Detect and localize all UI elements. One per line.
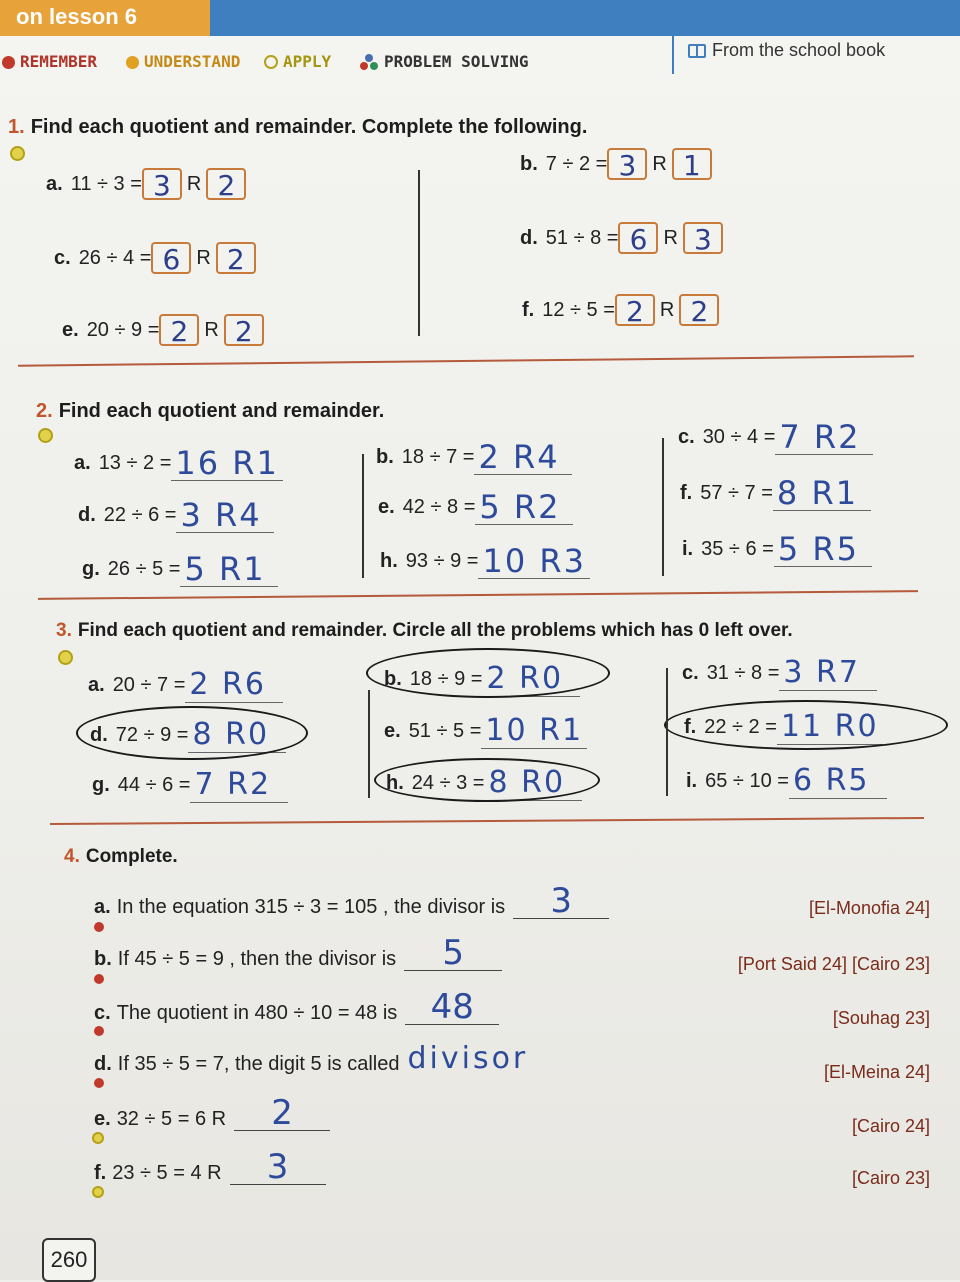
q3-item-d: d. 72 ÷ 9 = 8 R0 [90,718,286,753]
legend-remember: REMEMBER [2,50,97,74]
answer-line[interactable]: 16 R1 [171,446,282,481]
q2-item-b: b. 18 ÷ 7 = 2 R4 [376,440,572,475]
answer-line[interactable]: 7 R2 [775,420,873,455]
section-divider [50,817,924,825]
answer-line[interactable]: divisor [407,1041,529,1076]
q2-divider-1 [362,454,364,578]
q2-item-f: f. 57 ÷ 7 = 8 R1 [680,476,871,511]
remainder-box[interactable]: 3 [683,222,723,254]
source-tag: [Port Said 24] [Cairo 23] [737,954,930,974]
quotient-box[interactable]: 6 [151,242,191,274]
legend-apply: APPLY [264,50,331,74]
answer-line[interactable]: 5 R2 [475,490,573,525]
apply-dot-icon [264,55,278,69]
source-tag: [Cairo 24] [851,1116,930,1136]
remember-dot-icon [94,922,104,932]
section-divider [38,590,918,600]
q1-divider [418,170,420,336]
q4-item-b: b. If 45 ÷ 5 = 9 , then the divisor is 5 [94,936,502,971]
remainder-box[interactable]: 2 [224,314,264,346]
answer-line[interactable]: 2 R0 [482,662,580,697]
answer-line[interactable]: 48 [405,990,499,1025]
q3-item-e: e. 51 ÷ 5 = 10 R1 [384,714,587,749]
q1-item-a: a. 11 ÷ 3 = 3 R 2 [46,168,246,200]
answer-line[interactable]: 3 R4 [176,498,274,533]
answer-line[interactable]: 8 R0 [188,718,286,753]
q1-item-e: e. 20 ÷ 9 = 2 R 2 [62,314,264,346]
answer-line[interactable]: 10 R1 [481,714,587,749]
q2-item-h: h. 93 ÷ 9 = 10 R3 [380,544,590,579]
q1-level-dot-icon [10,146,25,161]
q2-item-i: i. 35 ÷ 6 = 5 R5 [682,532,872,567]
q1-item-c: c. 26 ÷ 4 = 6 R 2 [54,242,256,274]
circle-mark-d [76,706,308,760]
q1-item-d: d. 51 ÷ 8 = 6 R 3 [520,222,723,254]
q3-divider-1 [368,690,370,798]
q1-item-f: f. 12 ÷ 5 = 2 R 2 [522,294,719,326]
legend-problem-solving: PROBLEM SOLVING [360,50,529,74]
quotient-box[interactable]: 6 [618,222,658,254]
remember-dot-icon [94,1026,104,1036]
q3-item-i: i. 65 ÷ 10 = 6 R5 [686,764,887,799]
q3-item-a: a. 20 ÷ 7 = 2 R6 [88,668,283,703]
source-tag: [El-Monofia 24] [808,898,930,918]
source-tag: [El-Meina 24] [823,1062,930,1082]
q3-title: 3. Find each quotient and remainder. Circle all the problems which has 0 left over. [56,620,793,641]
quotient-box[interactable]: 3 [607,148,647,180]
q2-item-g: g. 26 ÷ 5 = 5 R1 [82,552,278,587]
answer-line[interactable]: 3 [513,884,609,919]
problem-solving-cluster-icon [360,54,378,70]
q4-item-c: c. The quotient in 480 ÷ 10 = 48 is 48 [94,990,499,1025]
answer-line[interactable]: 2 [234,1096,330,1131]
q2-item-e: e. 42 ÷ 8 = 5 R2 [378,490,573,525]
q2-divider-2 [662,438,664,576]
q2-title: 2. Find each quotient and remainder. [36,400,385,422]
answer-line[interactable]: 6 R5 [789,764,887,799]
source-tag: [Cairo 23] [851,1168,930,1188]
q3-item-g: g. 44 ÷ 6 = 7 R2 [92,768,288,803]
quotient-box[interactable]: 3 [142,168,182,200]
remainder-box[interactable]: 1 [672,148,712,180]
answer-line[interactable]: 10 R3 [478,544,589,579]
q4-title: 4. Complete. [64,846,178,867]
answer-line[interactable]: 8 R0 [484,766,582,801]
answer-line[interactable]: 5 R1 [180,552,278,587]
answer-line[interactable]: 5 R5 [774,532,872,567]
q1-item-b: b. 7 ÷ 2 = 3 R 1 [520,148,712,180]
q3-item-h: h. 24 ÷ 3 = 8 R0 [386,766,582,801]
answer-line[interactable]: 3 [230,1150,326,1185]
remember-dot-icon [94,1078,104,1088]
q2-item-d: d. 22 ÷ 6 = 3 R4 [78,498,274,533]
q3-divider-2 [666,668,668,796]
circle-mark-b [366,648,610,698]
remainder-box[interactable]: 2 [679,294,719,326]
q1-title: 1. Find each quotient and remainder. Complete the following. [8,116,588,138]
remember-dot-icon [2,56,15,69]
q4-item-f: f. 23 ÷ 5 = 4 R 3 [94,1150,326,1185]
q4-item-d: d. If 35 ÷ 5 = 7, the digit 5 is called divisor [94,1041,529,1076]
book-icon [688,44,706,58]
section-divider [18,355,914,366]
lesson-tab: on lesson 6 [0,0,210,36]
quotient-box[interactable]: 2 [159,314,199,346]
apply-dot-icon [92,1132,104,1144]
legend-understand: UNDERSTAND [126,50,240,74]
q3-item-b: b. 18 ÷ 9 = 2 R0 [384,662,580,697]
answer-line[interactable]: 11 R0 [777,710,883,745]
circle-mark-f [664,700,948,750]
q3-item-f: f. 22 ÷ 2 = 11 R0 [684,710,883,745]
answer-line[interactable]: 2 R6 [185,668,283,703]
answer-line[interactable]: 8 R1 [773,476,871,511]
answer-line[interactable]: 5 [404,936,502,971]
circle-mark-h [374,758,600,802]
school-book-label: From the school book [672,30,960,74]
remainder-box[interactable]: 2 [216,242,256,274]
answer-line[interactable]: 7 R2 [190,768,288,803]
q2-level-dot-icon [38,428,53,443]
understand-dot-icon [126,56,139,69]
page-number: 260 [42,1238,96,1282]
answer-line[interactable]: 2 R4 [474,440,572,475]
q3-level-dot-icon [58,650,73,665]
remainder-box[interactable]: 2 [206,168,246,200]
q4-item-a: a. In the equation 315 ÷ 3 = 105 , the divisor is 3 [94,884,609,919]
remember-dot-icon [94,974,104,984]
quotient-box[interactable]: 2 [615,294,655,326]
answer-line[interactable]: 3 R7 [779,656,877,691]
q4-item-e: e. 32 ÷ 5 = 6 R 2 [94,1096,330,1131]
q2-item-c: c. 30 ÷ 4 = 7 R2 [678,420,873,455]
apply-dot-icon [92,1186,104,1198]
q3-item-c: c. 31 ÷ 8 = 3 R7 [682,656,877,691]
source-tag: [Souhag 23] [832,1008,930,1028]
q2-item-a: a. 13 ÷ 2 = 16 R1 [74,446,283,481]
